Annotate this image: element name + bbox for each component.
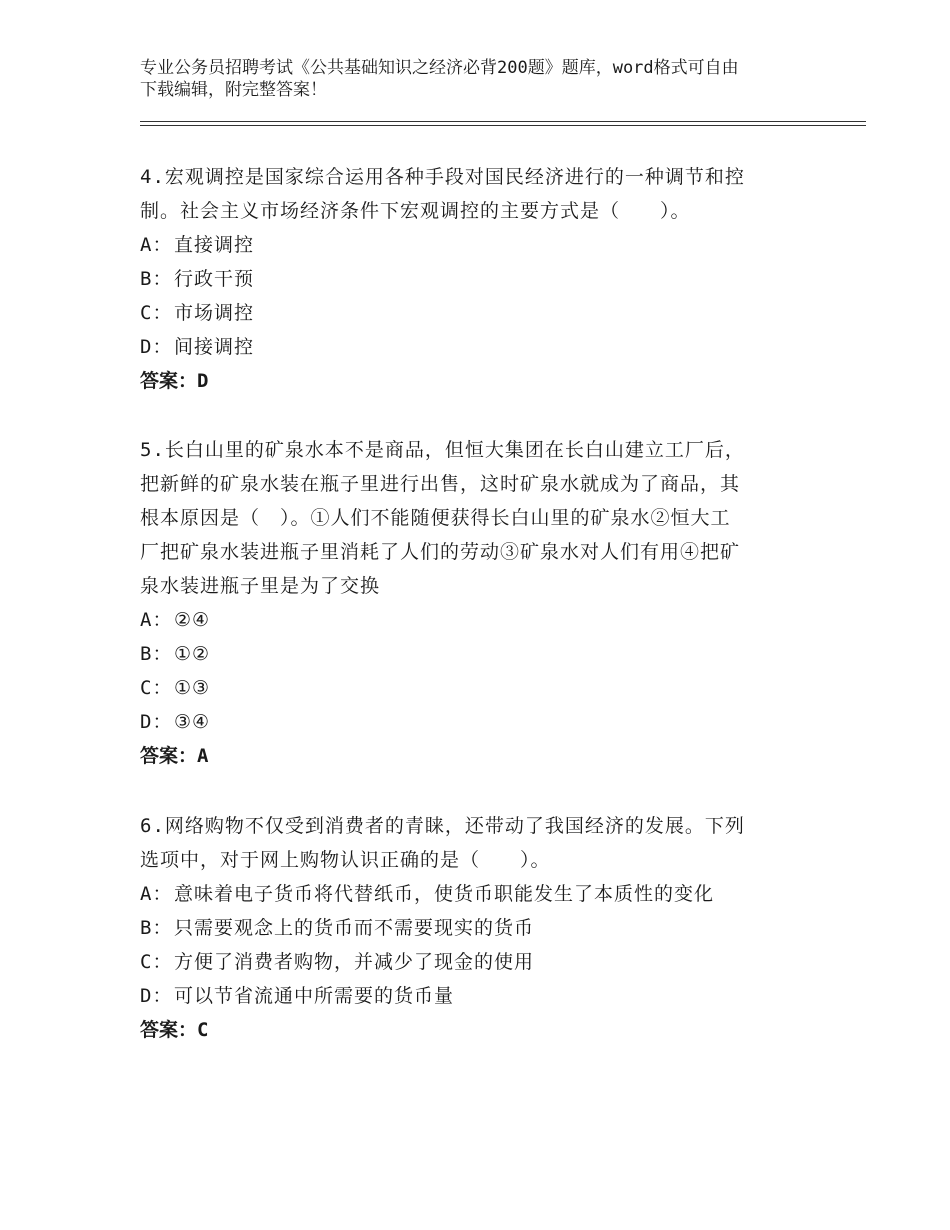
option-letter: B： — [140, 268, 173, 290]
option-text: 方便了消费者购物，并减少了现金的使用 — [174, 951, 535, 973]
option-text: 直接调控 — [174, 234, 255, 256]
header-line-2: 下载编辑，附完整答案！ — [140, 80, 327, 100]
header-divider-top — [140, 121, 866, 122]
option-letter: B： — [140, 917, 173, 939]
answer-label: 答案：C — [140, 1019, 209, 1041]
header-line-1: 专业公务员招聘考试《公共基础知识之经济必背200题》题库，word格式可自由 — [140, 58, 739, 78]
option-c — [140, 945, 810, 979]
question-4 — [140, 160, 810, 398]
answer-label: 答案：A — [140, 745, 209, 767]
option-c — [140, 296, 810, 330]
question-text-line: 厂把矿泉水装进瓶子里消耗了人们的劳动③矿泉水对人们有用④把矿 — [140, 541, 741, 563]
question-text-line: 4.宏观调控是国家综合运用各种手段对国民经济进行的一种调节和控 — [140, 166, 745, 188]
question-5 — [140, 433, 810, 773]
option-text: ①② — [174, 643, 211, 665]
option-letter: C： — [140, 677, 173, 699]
option-letter: A： — [140, 883, 173, 905]
option-text: 可以节省流通中所需要的货币量 — [174, 985, 455, 1007]
option-a — [140, 228, 810, 262]
question-text-line: 泉水装进瓶子里是为了交换 — [140, 575, 381, 597]
option-letter: D： — [140, 985, 173, 1007]
option-letter: A： — [140, 234, 173, 256]
question-text-line: 选项中，对于网上购物认识正确的是（ ）。 — [140, 849, 551, 871]
option-a — [140, 877, 810, 911]
option-text: 间接调控 — [174, 336, 255, 358]
header-divider-bottom — [140, 125, 866, 126]
option-letter: D： — [140, 711, 173, 733]
question-text-line: 根本原因是（ ）。①人们不能随便获得长白山里的矿泉水②恒大工 — [140, 507, 731, 529]
option-c — [140, 671, 810, 705]
option-d — [140, 705, 810, 739]
option-letter: C： — [140, 951, 173, 973]
option-d — [140, 979, 810, 1013]
option-text: 只需要观念上的货币而不需要现实的货币 — [174, 917, 535, 939]
option-a — [140, 603, 810, 637]
page-header — [140, 57, 820, 101]
option-text: 意味着电子货币将代替纸币，使货币职能发生了本质性的变化 — [174, 883, 715, 905]
option-letter: B： — [140, 643, 173, 665]
question-text-line: 6.网络购物不仅受到消费者的青睐，还带动了我国经济的发展。下列 — [140, 815, 745, 837]
option-text: ③④ — [174, 711, 211, 733]
option-d — [140, 330, 810, 364]
option-letter: A： — [140, 609, 173, 631]
option-b — [140, 637, 810, 671]
question-text-line: 制。社会主义市场经济条件下宏观调控的主要方式是（ ）。 — [140, 200, 691, 222]
option-b — [140, 911, 810, 945]
question-text-line: 5.长白山里的矿泉水本不是商品，但恒大集团在长白山建立工厂后， — [140, 439, 745, 461]
answer-label: 答案：D — [140, 370, 209, 392]
option-text: ②④ — [174, 609, 211, 631]
option-text: 市场调控 — [174, 302, 255, 324]
option-b — [140, 262, 810, 296]
option-text: ①③ — [174, 677, 211, 699]
question-text-line: 把新鲜的矿泉水装在瓶子里进行出售，这时矿泉水就成为了商品，其 — [140, 473, 741, 495]
option-letter: D： — [140, 336, 173, 358]
question-6 — [140, 809, 810, 1047]
option-letter: C： — [140, 302, 173, 324]
option-text: 行政干预 — [174, 268, 255, 290]
